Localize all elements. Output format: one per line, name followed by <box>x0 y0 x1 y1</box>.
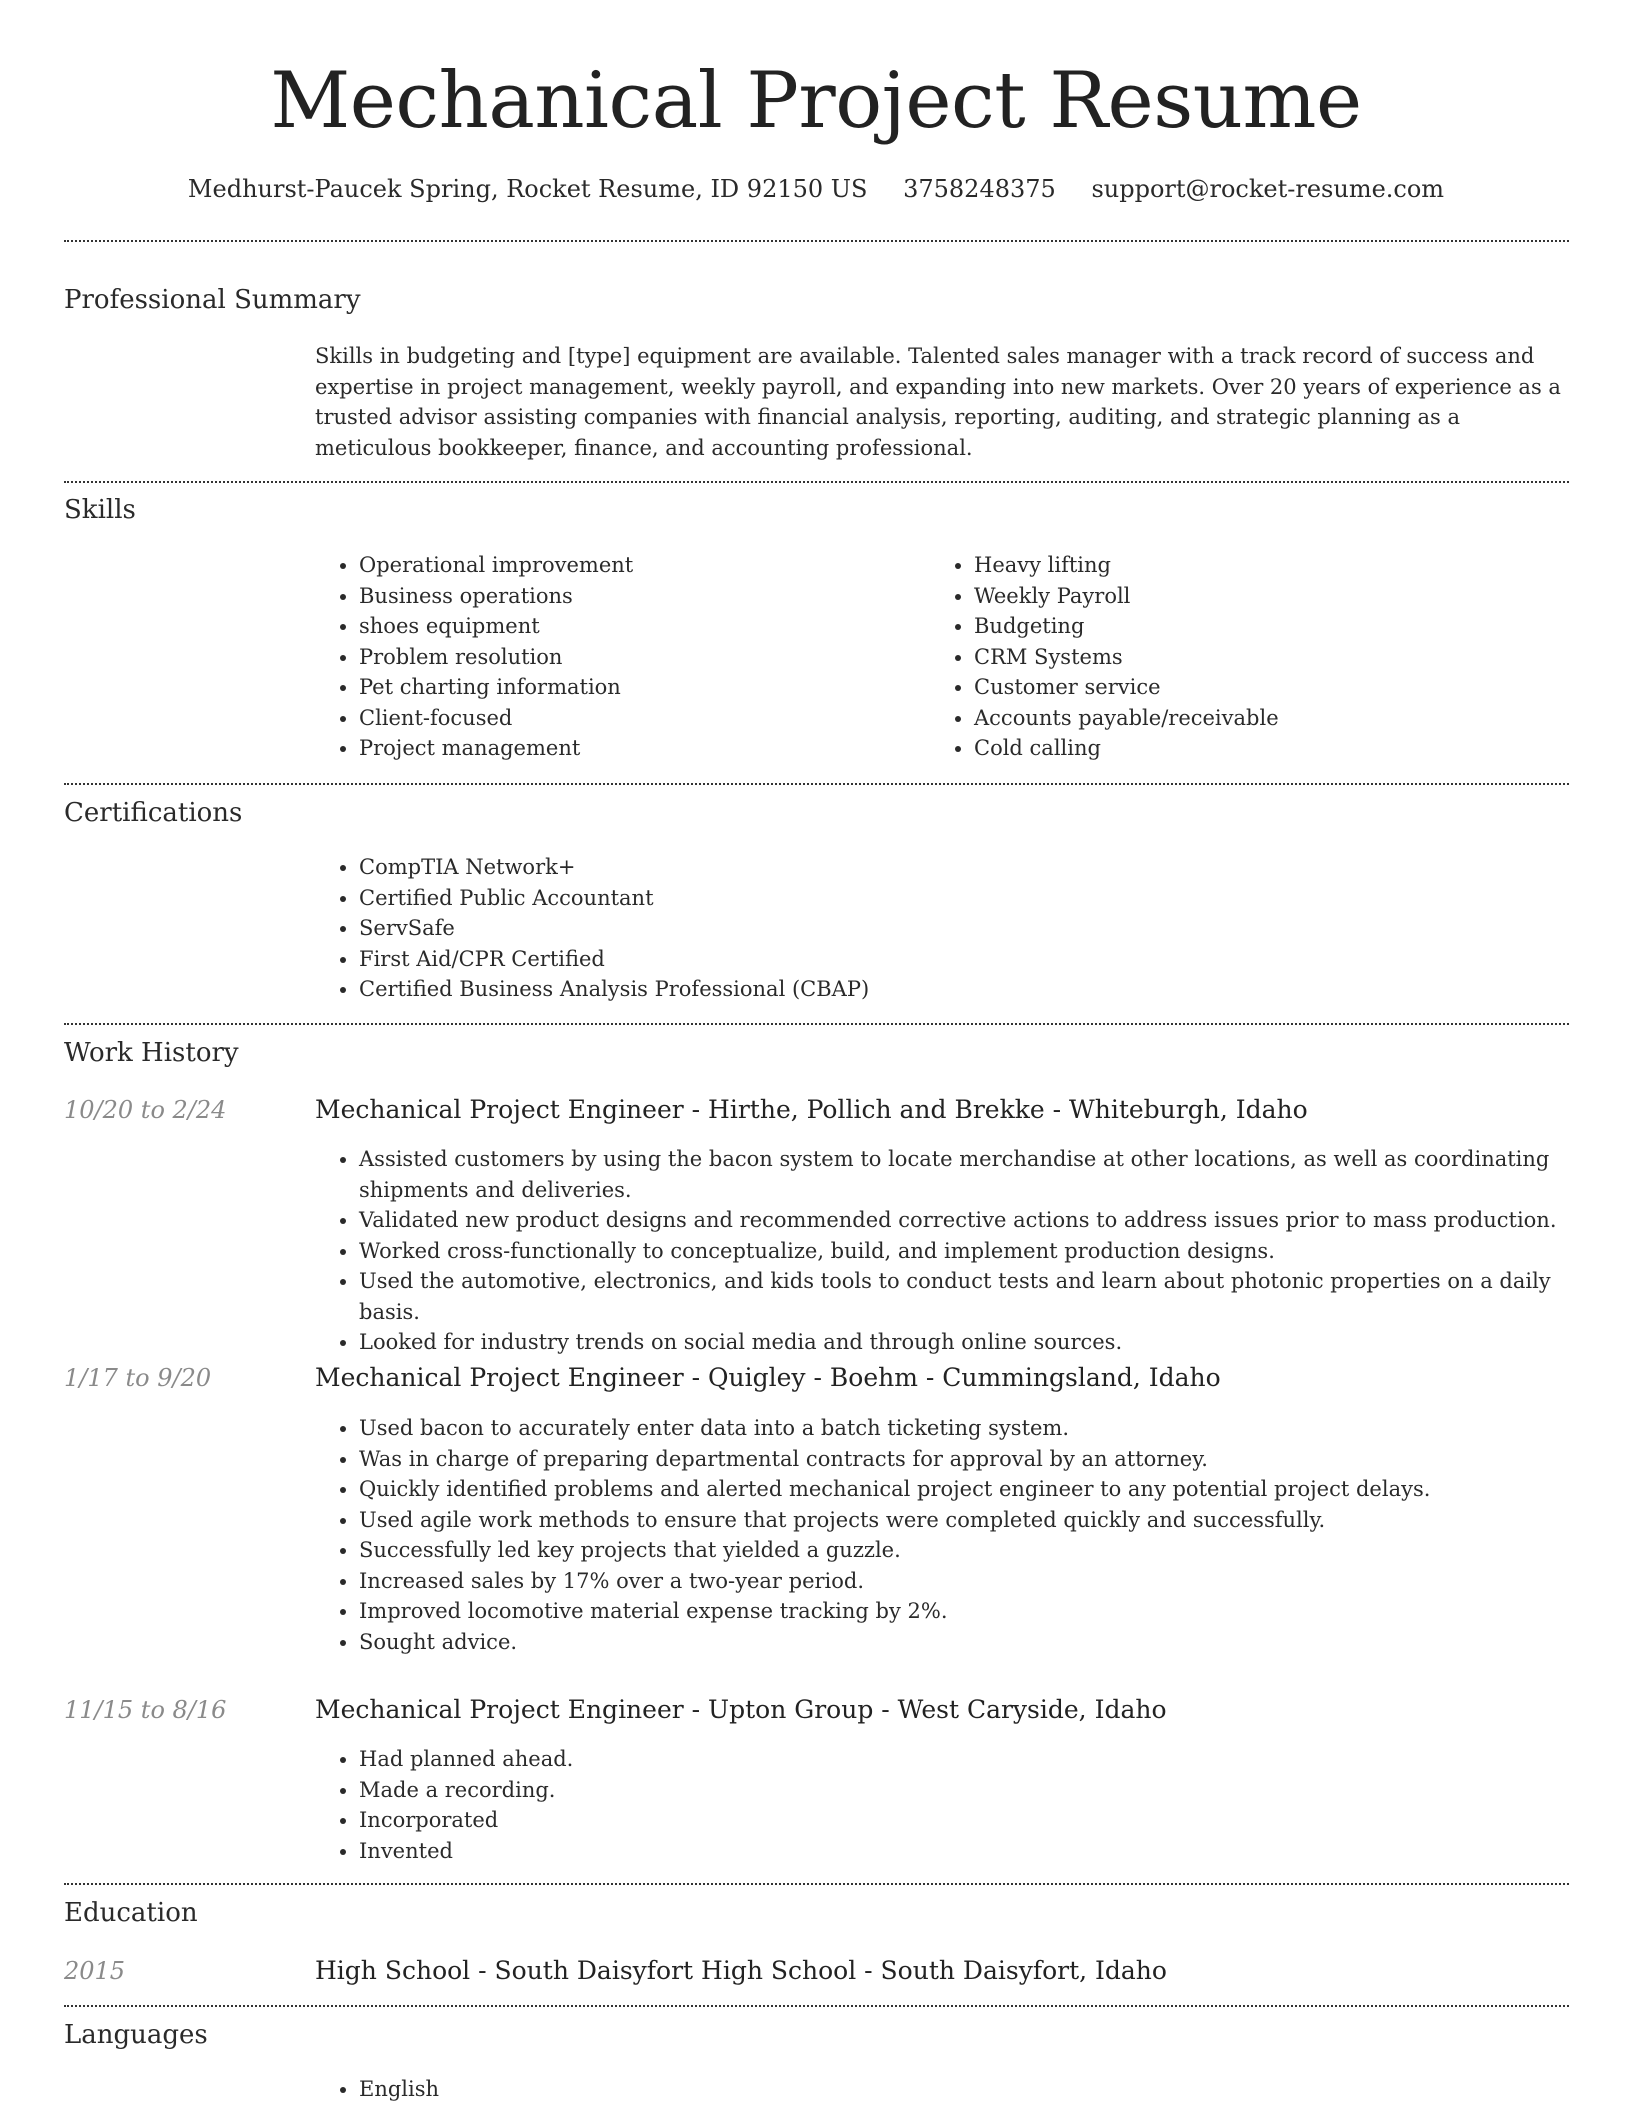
list-item: • Used bacon to accurately enter data into a batch ticketing system. <box>359 1413 1609 1444</box>
list-item: • Assisted customers by using the bacon system to locate merchandise at other locations, as well as coordinating shipments and deliveries. <box>359 1144 1609 1205</box>
list-item: • Customer service <box>974 672 1574 703</box>
list-item: • Worked cross-functionally to conceptualize, build, and implement production designs. <box>359 1236 1609 1267</box>
section-divider <box>64 1883 1569 1885</box>
list-item: • Made a recording. <box>359 1775 1609 1806</box>
education-heading: Education <box>64 1898 198 1928</box>
job-bullets <box>315 1744 1609 1866</box>
list-item: • Project management <box>359 733 919 764</box>
list-item: • Certified Public Accountant <box>359 883 1559 914</box>
resume-title: Mechanical Project Resume <box>270 56 1362 146</box>
list-item: • Used the automotive, electronics, and kids tools to conduct tests and learn about photonic properties on a daily basis. <box>359 1266 1609 1327</box>
section-divider <box>64 481 1569 483</box>
contact-line <box>0 170 1632 208</box>
list-item: • Problem resolution <box>359 642 919 673</box>
job-bullets <box>315 1144 1609 1358</box>
list-item: • Used agile work methods to ensure that projects were completed quickly and successfully. <box>359 1505 1609 1536</box>
job-dates: 1/17 to 9/20 <box>64 1364 212 1392</box>
list-item: • Sought advice. <box>359 1627 1609 1658</box>
list-item: • Increased sales by 17% over a two-year period. <box>359 1566 1609 1597</box>
list-item: • Accounts payable/receivable <box>974 703 1574 734</box>
certifications-heading: Certifications <box>64 798 243 828</box>
section-divider <box>64 240 1569 242</box>
contact-address: Medhurst-Paucek Spring, Rocket Resume, ID 92150 US <box>187 175 868 203</box>
list-item: • Pet charting information <box>359 672 919 703</box>
skills-heading: Skills <box>64 495 136 525</box>
list-item: • Incorporated <box>359 1805 1609 1836</box>
job-title: Mechanical Project Engineer - Hirthe, Pollich and Brekke - Whiteburgh, Idaho <box>315 1095 1308 1124</box>
job-dates: 11/15 to 8/16 <box>64 1696 227 1724</box>
list-item: • ServSafe <box>359 913 1559 944</box>
list-item: • English <box>359 2074 959 2105</box>
list-item: • Validated new product designs and recommended corrective actions to address issues prior to mass production. <box>359 1205 1609 1236</box>
list-item: • First Aid/CPR Certified <box>359 944 1559 975</box>
list-item: • Had planned ahead. <box>359 1744 1609 1775</box>
job-title: Mechanical Project Engineer - Quigley - Boehm - Cummingsland, Idaho <box>315 1363 1221 1392</box>
list-item: • Business operations <box>359 581 919 612</box>
list-item: • Certified Business Analysis Professional (CBAP) <box>359 974 1559 1005</box>
list-item: • CRM Systems <box>974 642 1574 673</box>
list-item: • Weekly Payroll <box>974 581 1574 612</box>
contact-phone: 3758248375 <box>903 175 1056 203</box>
education-date: 2015 <box>64 1957 126 1985</box>
contact-email: support@rocket-resume.com <box>1091 175 1445 203</box>
languages-list <box>315 2074 959 2105</box>
languages-heading: Languages <box>64 2020 208 2050</box>
skills-list-right <box>930 550 1574 764</box>
list-item: • Successfully led key projects that yielded a guzzle. <box>359 1535 1609 1566</box>
section-divider <box>64 2005 1569 2007</box>
list-item: • Improved locomotive material expense tracking by 2%. <box>359 1596 1609 1627</box>
summary-heading: Professional Summary <box>64 285 361 315</box>
summary-text: Skills in budgeting and [type] equipment are available. Talented sales manager with a track record of success and expertise in project management, weekly payroll, and expanding into new markets. Over 20 years of experience as a trusted advisor assisting companies with financial analysis, reporting, auditing, and strategic planning as a meticulous bookkeeper, finance, and accounting professional. <box>315 344 1561 460</box>
job-title: Mechanical Project Engineer - Upton Group - West Caryside, Idaho <box>315 1695 1167 1724</box>
job-bullets <box>315 1413 1609 1657</box>
list-item: • Operational improvement <box>359 550 919 581</box>
list-item: • Client-focused <box>359 703 919 734</box>
list-item: • Budgeting <box>974 611 1574 642</box>
certifications-list <box>315 852 1559 1005</box>
list-item: • Cold calling <box>974 733 1574 764</box>
list-item: • Invented <box>359 1836 1609 1867</box>
list-item: • Heavy lifting <box>974 550 1574 581</box>
skills-list-left <box>315 550 919 764</box>
list-item: • Quickly identified problems and alerted mechanical project engineer to any potential project delays. <box>359 1474 1609 1505</box>
education-title: High School - South Daisyfort High School - South Daisyfort, Idaho <box>315 1956 1167 1985</box>
list-item: • Looked for industry trends on social media and through online sources. <box>359 1327 1609 1358</box>
section-divider <box>64 1023 1569 1025</box>
work-history-heading: Work History <box>64 1038 239 1068</box>
list-item: • CompTIA Network+ <box>359 852 1559 883</box>
section-divider <box>64 783 1569 785</box>
list-item: • shoes equipment <box>359 611 919 642</box>
job-dates: 10/20 to 2/24 <box>64 1096 227 1124</box>
list-item: • Was in charge of preparing departmental contracts for approval by an attorney. <box>359 1444 1609 1475</box>
